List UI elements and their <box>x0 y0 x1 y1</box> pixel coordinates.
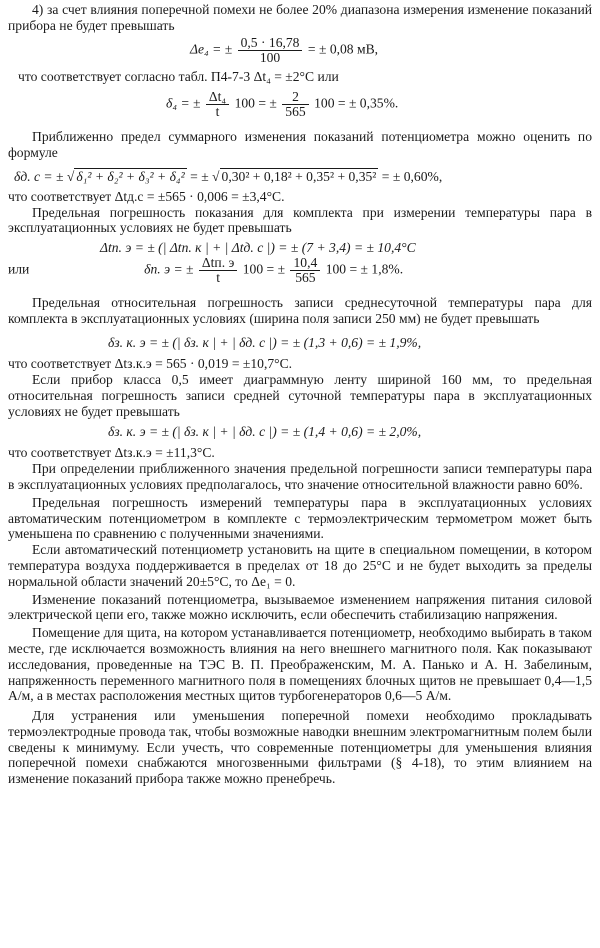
radicand: 0,30² + 0,18² + 0,35² + 0,35² <box>221 168 377 184</box>
equation-rhs: 100 = ± 1,8%. <box>325 261 404 277</box>
equation-lhs: δд. с = ± √ <box>14 168 75 184</box>
paragraph-delta-tzke-2: что соответствует Δtз.к.э = ±11,3°С. <box>8 445 215 461</box>
denominator: 565 <box>295 269 316 285</box>
equation-delta-zke-1: δз. к. э = ± (| δз. к | + | δд. с |) = ± (1,3 + 0,6) = ± 1,9%, <box>108 334 422 350</box>
paragraph-limit-error: Предельная погрешность показания для комплекта при измерении температуры пара в эксплуатационных условиях не будет превышать <box>8 204 592 236</box>
paragraph-panel-room: Если автоматический потенциометр установить на щите в специальном помещении, в котором температура воздуха поддерживается в пределах от 18 до 25°С и не будет выходить за пределы нормальной области значений 20±5°С, то Δe₁ = 0. <box>8 542 592 589</box>
numerator: 10,4 <box>290 256 320 271</box>
equation-delta-ds <box>8 169 592 185</box>
equation-mid: 100 = ± <box>242 261 286 277</box>
paragraph-humidity: При определении приближенного значения предельной погрешности записи температуры пара в эксплуатационных условиях предполагалось, что значение относительной влажности равно 60%. <box>8 461 592 492</box>
paragraph-magnetic-field: Помещение для щита, на котором устанавливается потенциометр, необходимо выбирать в таком месте, где исключается возможность влияния на него внешнего магнитного поля. Как показывают исследования, проведенные на ТЭС В. П. Преображенским, М. А. Панько и А. Н. Забелиным, напряженность переменного магнитного поля в помещениях блочных щитов не превышает 0,4—1,5 А/м, а в местах расположения местных щитов турбогенераторов 0,6—5 А/м. <box>8 625 592 704</box>
paragraph-record-error: Предельная относительная погрешность записи среднесуточной температуры пара для комплекта в эксплуатационных условиях (ширина поля записи 250 мм) не будет превышать <box>8 294 592 326</box>
equation-delta4 <box>8 90 592 119</box>
equation-lhs: Δe₄ = ± <box>190 41 233 57</box>
paragraph-delta-t4: что соответствует согласно табл. П4-7-3 Δt₄ = ±2°С или <box>18 68 339 84</box>
paragraph-class-05: Если прибор класса 0,5 имеет диаграммную ленту шириной 160 мм, то предельная относительная погрешность записи средней суточной температуры пара в эксплуатационных условиях не будет превышать <box>8 372 592 419</box>
equation-mid: 100 = ± <box>234 96 277 112</box>
paragraph-item-4: 4) за счет влияния поперечной помехи не более 20% диапазона измерения изменение показаний прибора не будет превышать <box>8 2 592 33</box>
paragraph-delta-tzke-1: что соответствует Δtз.к.э = 565 · 0,019 = ±10,7°С. <box>8 356 293 372</box>
denominator: t <box>215 104 220 120</box>
paragraph-voltage: Изменение показаний потенциометра, вызываемое изменением напряжения питания силовой электрической цепи его, также можно исключить, если обеспечить стабилизацию напряжения. <box>8 591 592 623</box>
fraction <box>238 36 303 65</box>
equation-delta-e4 <box>8 36 592 65</box>
fraction <box>206 90 229 119</box>
fraction <box>290 256 320 285</box>
equation-delta-zke-2: δз. к. э = ± (| δз. к | + | δд. с |) = ± (1,4 + 0,6) = ± 2,0%, <box>108 423 422 439</box>
denominator: 565 <box>285 104 306 120</box>
word-or: или <box>8 261 30 277</box>
paragraph-delta-tds: что соответствует Δtд.с = ±565 · 0,006 = ±3,4°С. <box>8 188 285 204</box>
equation-rhs: = ± 0,08 мВ, <box>307 41 379 57</box>
equation-lhs: δп. э = ± <box>144 261 194 277</box>
denominator: t <box>216 269 221 285</box>
numerator: Δt₄ <box>206 90 229 105</box>
denominator: 100 <box>259 49 281 65</box>
fraction <box>282 90 308 119</box>
paragraph-transverse-noise: Для устранения или уменьшения поперечной помехи необходимо прокладывать термоэлектродные провода так, чтобы возможные наводки внешним электромагнитным полем были сведены к минимуму. Если учесть, что современные потенциометры для уменьшения влияния поперечной помехи снабжаются многозвенными фильтрами (§ 4-18), то этим влиянием на изменение показаний прибора также можно пренебречь. <box>8 708 592 787</box>
equation-lhs: δ₄ = ± <box>166 96 201 112</box>
numerator: 2 <box>282 90 308 105</box>
equation-rhs: = ± 0,60%, <box>378 168 443 184</box>
equation-delta-tpe: Δtп. э = ± (| Δtп. к | + | Δtд. с |) = ± (7 + 3,4) = ± 10,4°С <box>100 240 416 256</box>
numerator: Δtп. э <box>199 256 237 271</box>
equation-line-or <box>8 256 592 285</box>
paragraph-summary-estimate: Приближенно предел суммарного изменения показаний потенциометра можно оценить по формуле <box>8 129 592 161</box>
equation-mid: = ± √ <box>186 168 220 184</box>
paragraph-reduction: Предельная погрешность измерений температуры пара в эксплуатационных условиях автоматическим потенциометром в комплекте с термоэлектрическим термометром может быть уменьшена по сравнению с полученными значениями. <box>8 494 592 542</box>
numerator: 0,5 · 16,78 <box>238 36 303 51</box>
fraction <box>199 256 237 285</box>
equation-rhs: 100 = ± 0,35%. <box>314 96 399 112</box>
radicand: δ₁² + δ₂² + δ₃² + δ₄² <box>76 168 185 184</box>
